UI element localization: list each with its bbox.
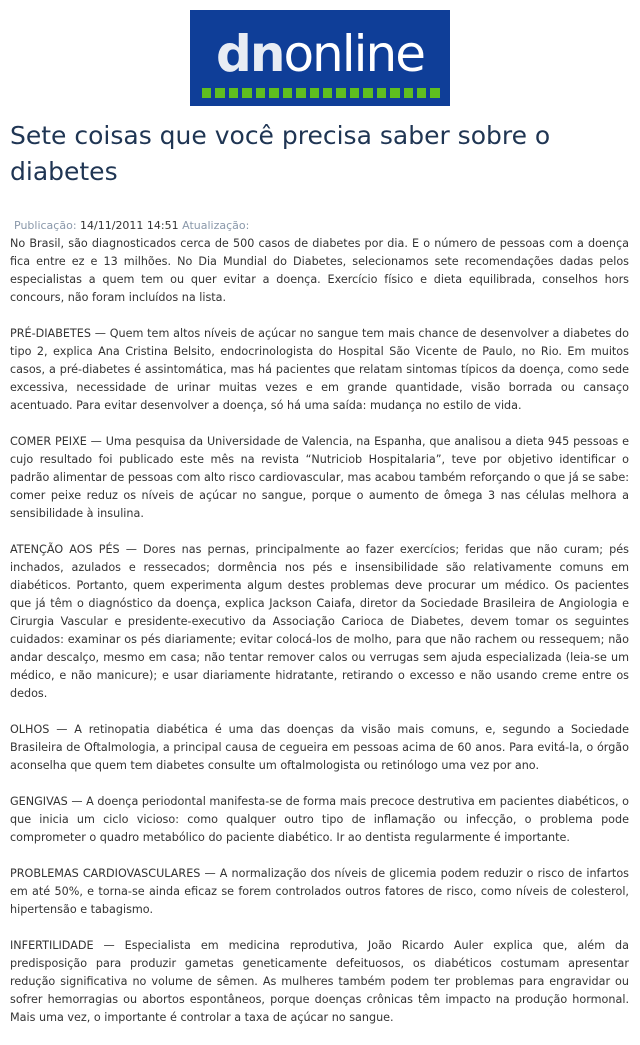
logo-wordmark: [190, 25, 450, 83]
logo-wordmark-bold: dn: [216, 25, 284, 83]
logo-wordmark-light: online: [283, 25, 424, 83]
article-paragraph: ATENÇÃO AOS PÉS — Dores nas pernas, principalmente ao fazer exercícios; feridas que não curam; pés inchados, azulados e ressecados; dormência nos pés e insensibilidade são relativamente comuns em diabéticos. Portanto, quem experimenta algum destes problemas deve procurar um médico. Os pacientes que já têm o diagnóstico da doença, explica Jackson Caiafa, diretor da Sociedade Brasileira de Angiologia e Cirurgia Vascular e presidente-executivo da Associação Carioca de Diabetes, devem tomar os seguintes cuidados: examinar os pés diariamente; evitar colocá-los de molho, para que não rachem ou ressequem; não andar descalço, mesmo em casa; não tentar remover calos ou verrugas sem ajuda especializada (leia-se um médico, e não manicure); e usar diariamente hidratante, retirando o excesso e não usando creme entre os dedos.: [10, 543, 629, 700]
updated-label: Atualização:: [182, 219, 250, 232]
article-title: Sete coisas que você precisa saber sobre o diabetes: [10, 121, 551, 186]
article-paragraph: GENGIVAS — A doença periodontal manifesta-se de forma mais precoce destrutiva em pacientes diabéticos, o que inicia um ciclo vicioso: como qualquer outro tipo de inflamação ou infecção, o problema pode comprometer o quadro metabólico do paciente diabético. Ir ao dentista regularmente é importante.: [10, 795, 629, 844]
article-body: [10, 235, 629, 1045]
article-meta: [14, 218, 249, 234]
published-label: Publicação:: [14, 219, 77, 232]
article-paragraph: PRÉ-DIABETES — Quem tem altos níveis de açúcar no sangue tem mais chance de desenvolver a diabetes do tipo 2, explica Ana Cristina Belsito, endocrinologista do Hospital São Vicente de Paulo, no Rio. Em muitos casos, a pré-diabetes é assintomática, mas há pacientes que relatam sintomas típicos da doença, como sede excessiva, necessidade de urinar muitas vezes e em grande quantidade, visão borrada ou cansaço acentuado. Para evitar desenvolver a doença, só há uma saída: mudança no estilo de vida.: [10, 327, 629, 412]
published-date: 14/11/2011 14:51: [80, 219, 179, 232]
article-paragraph: No Brasil, são diagnosticados cerca de 500 casos de diabetes por dia. E o número de pessoas com a doença fica entre ez e 13 milhões. No Dia Mundial do Diabetes, selecionamos sete recomendações dadas pelos especialistas a quem tem ou quer evitar a doença. Exercício físico e dieta equilibrada, conselhos hors concours, não foram incluídos na lista.: [10, 237, 629, 304]
article-paragraph: COMER PEIXE — Uma pesquisa da Universidade de Valencia, na Espanha, que analisou a dieta 945 pessoas e cujo resultado foi publicado este mês na revista “Nutriciob Hospitalaria”, teve por objetivo identificar o padrão alimentar de pessoas com alto risco cardiovascular, mas acabou também reforçando o que já se sabe: comer peixe reduz os níveis de açúcar no sangue, porque o aumento de ômega 3 nas células melhora a sensibilidade à insulina.: [10, 435, 629, 520]
site-logo[interactable]: [190, 10, 450, 106]
logo-square-strip: [202, 88, 440, 98]
article-paragraph: PROBLEMAS CARDIOVASCULARES — A normalização dos níveis de glicemia podem reduzir o risco de infartos em até 50%, e torna-se ainda eficaz se forem controlados outros fatores de risco, como níveis de colesterol, hipertensão e tabagismo.: [10, 867, 629, 916]
article-paragraph: OLHOS — A retinopatia diabética é uma das doenças da visão mais comuns, e, segundo a Sociedade Brasileira de Oftalmologia, a principal causa de cegueira em pessoas acima de 60 anos. Para evitá-la, o órgão aconselha que quem tem diabetes consulte um oftalmologista ou retinólogo uma vez por ano.: [10, 723, 629, 772]
article-paragraph: INFERTILIDADE — Especialista em medicina reprodutiva, João Ricardo Auler explica que, além da predisposição para produzir gametas geneticamente defeituosos, os diabéticos costumam apresentar redução significativa no volume de sêmen. As mulheres também podem ter problemas para engravidar ou sofrer hemorragias ou abortos espontâneos, porque doenças crônicas têm impacto na produção hormonal. Mais uma vez, o importante é controlar a taxa de açúcar no sangue.: [10, 939, 629, 1024]
